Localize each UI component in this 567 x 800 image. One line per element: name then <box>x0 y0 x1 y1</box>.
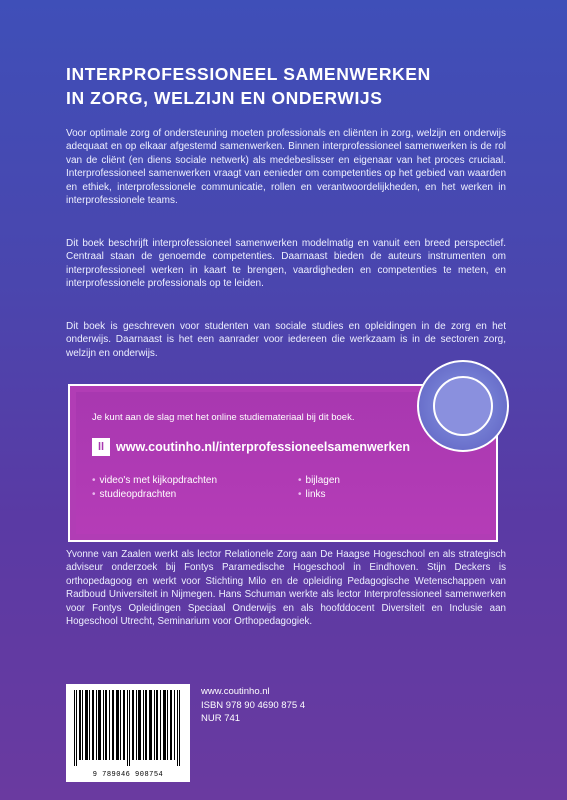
list-item: • studieopdrachten <box>92 489 177 500</box>
book-title <box>66 62 506 110</box>
material-list-left <box>92 474 217 502</box>
title-line-2: IN ZORG, WELZIJN EN ONDERWIJS <box>66 88 383 108</box>
bullet-icon: • <box>298 475 302 486</box>
authors-paragraph: Yvonne van Zaalen werkt als lector Relationele Zorg aan De Haagse Hogeschool en als strategisch adviseur onderzoek bij Fontys Paramedische Hogeschool in Eindhoven. Stijn Deckers is orthopedagoog en werkt voor Stichting Milo en de opleiding Pedagogische Wetenschappen van Radboud Universiteit in Nijmegen. Hans Schuman werkte als lector Interprofessioneel samenwerken voor Fontys Opleidingen Speciaal Onderwijs en als hoofddocent Diversiteit en Inclusie aan Hogeschool Utrecht, Seminarium voor Orthopedagogiek. <box>66 549 506 628</box>
coutinho-logo-icon: ll <box>92 438 110 456</box>
bullet-icon: • <box>92 489 96 500</box>
bullet-icon: • <box>298 489 302 500</box>
barcode-number: 9 789046 908754 <box>92 771 164 779</box>
title-word-2: SAMENWERKEN <box>283 64 431 84</box>
title-word-1: INTERPROFESSIONEEL <box>66 64 278 84</box>
online-material-intro: Je kunt aan de slag met het online studiemateriaal bij dit boek. <box>92 412 355 423</box>
description-paragraph-3: Dit boek is geschreven voor studenten van sociale studies en opleidingen in de zorg en het onderwijs. Daarnaast is het een aanrader voor iedereen die werkzaam is in de sectoren zorg, welzijn en onderwijs. <box>66 321 506 359</box>
bullet-icon: • <box>92 475 96 486</box>
barcode-icon <box>72 690 184 766</box>
publisher-website[interactable]: www.coutinho.nl <box>201 686 270 697</box>
publication-meta <box>201 685 305 726</box>
description-paragraph-2: Dit boek beschrijft interprofessioneel samenwerken modelmatig en vanuit een breed perspectief. Centraal staan de genoemde competenties. Daarnaast bieden de auteurs instrumenten om interprofessioneel werken in kaart te brengen, vaardigheden en competenties te meten, en interprofessionele professionals op te leiden. <box>66 238 506 290</box>
nur-code: NUR 741 <box>201 713 241 724</box>
title-line-1 <box>66 62 506 86</box>
list-item: • video's met kijkopdrachten <box>92 475 218 486</box>
online-material-url[interactable]: www.coutinho.nl/interprofessioneelsamenwerken <box>116 440 411 454</box>
material-list-right <box>298 474 340 502</box>
online-material-url-row[interactable] <box>92 438 410 456</box>
decorative-circle-icon <box>417 360 509 452</box>
barcode <box>66 684 190 782</box>
description-paragraph-1: Voor optimale zorg of ondersteuning moeten professionals en cliënten in zorg, welzijn en onderwijs adequaat en op elkaar afgestemd samenwerken. Binnen interprofessioneel samenwerken is de rol van de cliënt (en diens sociale netwerk) als medebeslisser en eigenaar van het proces cruciaal. Interprofessioneel samenwerken vraagt van eenieder om competenties op het gebied van waarden en ethiek, interprofessionele communicatie, rollen en verantwoordelijkheden, en het werken in interprofessionele teams. <box>66 128 506 207</box>
isbn-number: ISBN 978 90 4690 875 4 <box>201 699 306 711</box>
decorative-inner-circle <box>433 376 493 436</box>
list-item: • links <box>298 489 326 500</box>
list-item: • bijlagen <box>298 475 340 486</box>
